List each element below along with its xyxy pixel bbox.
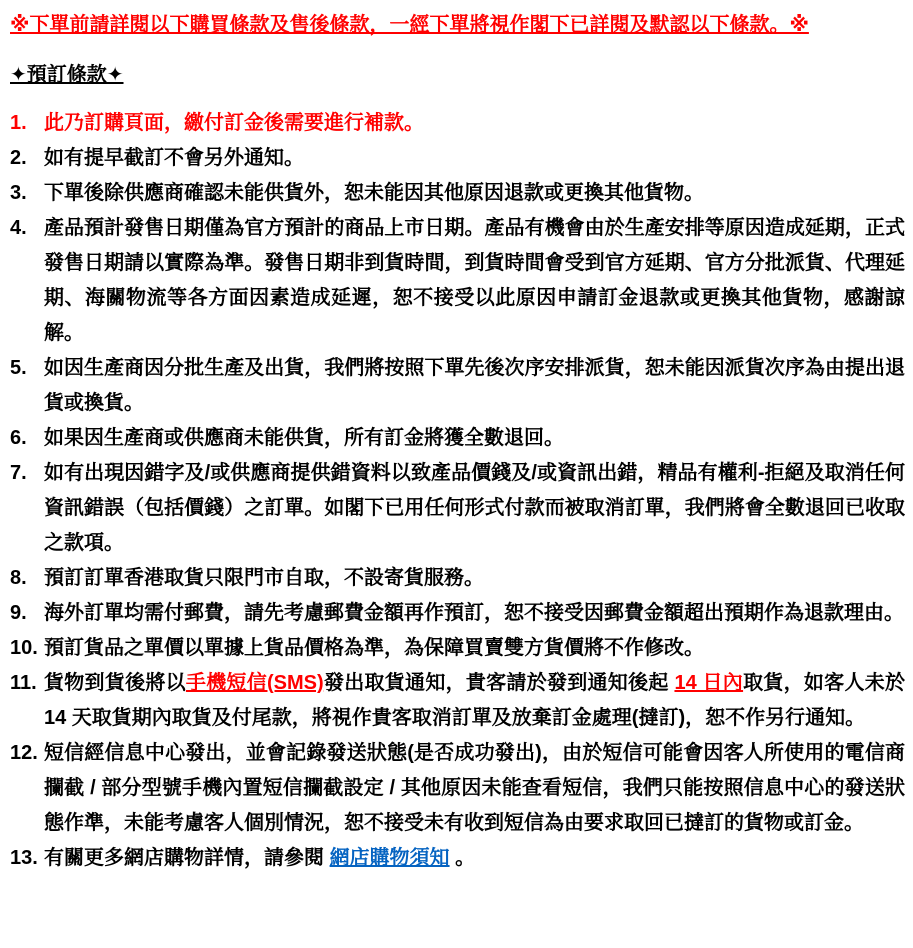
term-number: 11. [10,672,37,694]
term-number: 1. [10,112,27,134]
term-text: 短信經信息中心發出，並會記錄發送狀態(是否成功發出)，由於短信可能會因客人所使用的電信商攔截 / 部分型號手機內置短信攔截設定 / 其他原因未能查看短信，我們只能按照信息中心的發送狀態作準，未能考慮客人個別情況，恕不接受未有收到短信為由要求取回已撻訂的貨物或訂金。 [44,742,905,834]
term-text: 產品預計發售日期僅為官方預計的商品上市日期。產品有機會由於生產安排等原因造成延期，正式發售日期請以實際為準。發售日期非到貨時間，到貨時間會受到官方延期、官方分批派貨、代理延期、海關物流等各方面因素造成延遲，恕不接受以此原因申請訂金退款或更換其他貨物，感謝諒解。 [44,217,905,344]
term-item-1 [10,106,905,141]
term-text-segment: 發出取貨通知，貴客請於發到通知後起 [323,672,675,694]
term-text [44,666,905,736]
term-number: 7. [10,462,27,484]
term-number: 2. [10,147,27,169]
term-text-segment: 有關更多網店購物詳情，請參閱 [44,847,330,869]
term-item-11 [10,666,905,736]
term-item-7 [10,456,905,561]
term-text: 如果因生產商或供應商未能供貨，所有訂金將獲全數退回。 [44,427,564,449]
term-number: 6. [10,427,27,449]
term-item-12 [10,736,905,841]
sms-notice-emphasis: 手機短信(SMS) [185,672,324,694]
term-text: 如有提早截訂不會另外通知。 [44,147,304,169]
term-text: 如有出現因錯字及/或供應商提供錯資料以致產品價錢及/或資訊出錯，精品有權利-拒絕及取消任何資訊錯誤（包括價錢）之訂單。如閣下已用任何形式付款而被取消訂單，我們將會全數退回已收取之款項。 [44,462,905,554]
term-item-13 [10,841,905,876]
term-text: 如因生產商因分批生產及出貨，我們將按照下單先後次序安排派貨，恕未能因派貨次序為由提出退貨或換貨。 [44,357,905,414]
term-number: 10. [10,637,38,659]
term-item-4 [10,211,905,351]
term-item-5 [10,351,905,421]
term-text [44,841,905,876]
terms-list [10,106,905,876]
term-item-3 [10,176,905,211]
term-number: 5. [10,357,27,379]
term-item-9 [10,596,905,631]
term-text: 預訂貨品之單價以單據上貨品價格為準，為保障買賣雙方貨價將不作修改。 [44,637,704,659]
pickup-deadline-emphasis: 14 日內 [674,672,744,694]
term-number: 12. [10,742,38,764]
term-text: 預訂訂單香港取貨只限門市自取，不設寄貨服務。 [44,567,484,589]
term-number: 8. [10,567,27,589]
warning-title: ※下單前請詳閱以下購買條款及售後條款，一經下單將視作閣下已詳閱及默認以下條款。※ [10,14,809,36]
term-text: 此乃訂購頁面，繳付訂金後需要進行補款。 [44,112,424,134]
term-number: 9. [10,602,27,624]
term-number: 3. [10,182,27,204]
term-text-segment: 貨物到貨後將以 [44,672,186,694]
term-text-segment: 取貨，如客人未於 14 天取貨期內取貨及付尾款，將視作貴客取消訂單及放棄訂金處理(撻訂)，恕不作另行通知。 [44,672,905,729]
term-text: 海外訂單均需付郵費，請先考慮郵費金額再作預訂，恕不接受因郵費金額超出預期作為退款理由。 [44,602,904,624]
store-shopping-guide-link[interactable]: 網店購物須知 [329,847,450,869]
term-number: 13. [10,847,38,869]
term-number: 4. [10,217,27,239]
term-item-8 [10,561,905,596]
term-item-10 [10,631,905,666]
section-title: ✦預訂條款✦ [10,64,124,86]
term-item-2 [10,141,905,176]
term-text: 下單後除供應商確認未能供貨外，恕未能因其他原因退款或更換其他貨物。 [44,182,704,204]
term-text-segment: 。 [449,847,476,869]
term-item-6 [10,421,905,456]
